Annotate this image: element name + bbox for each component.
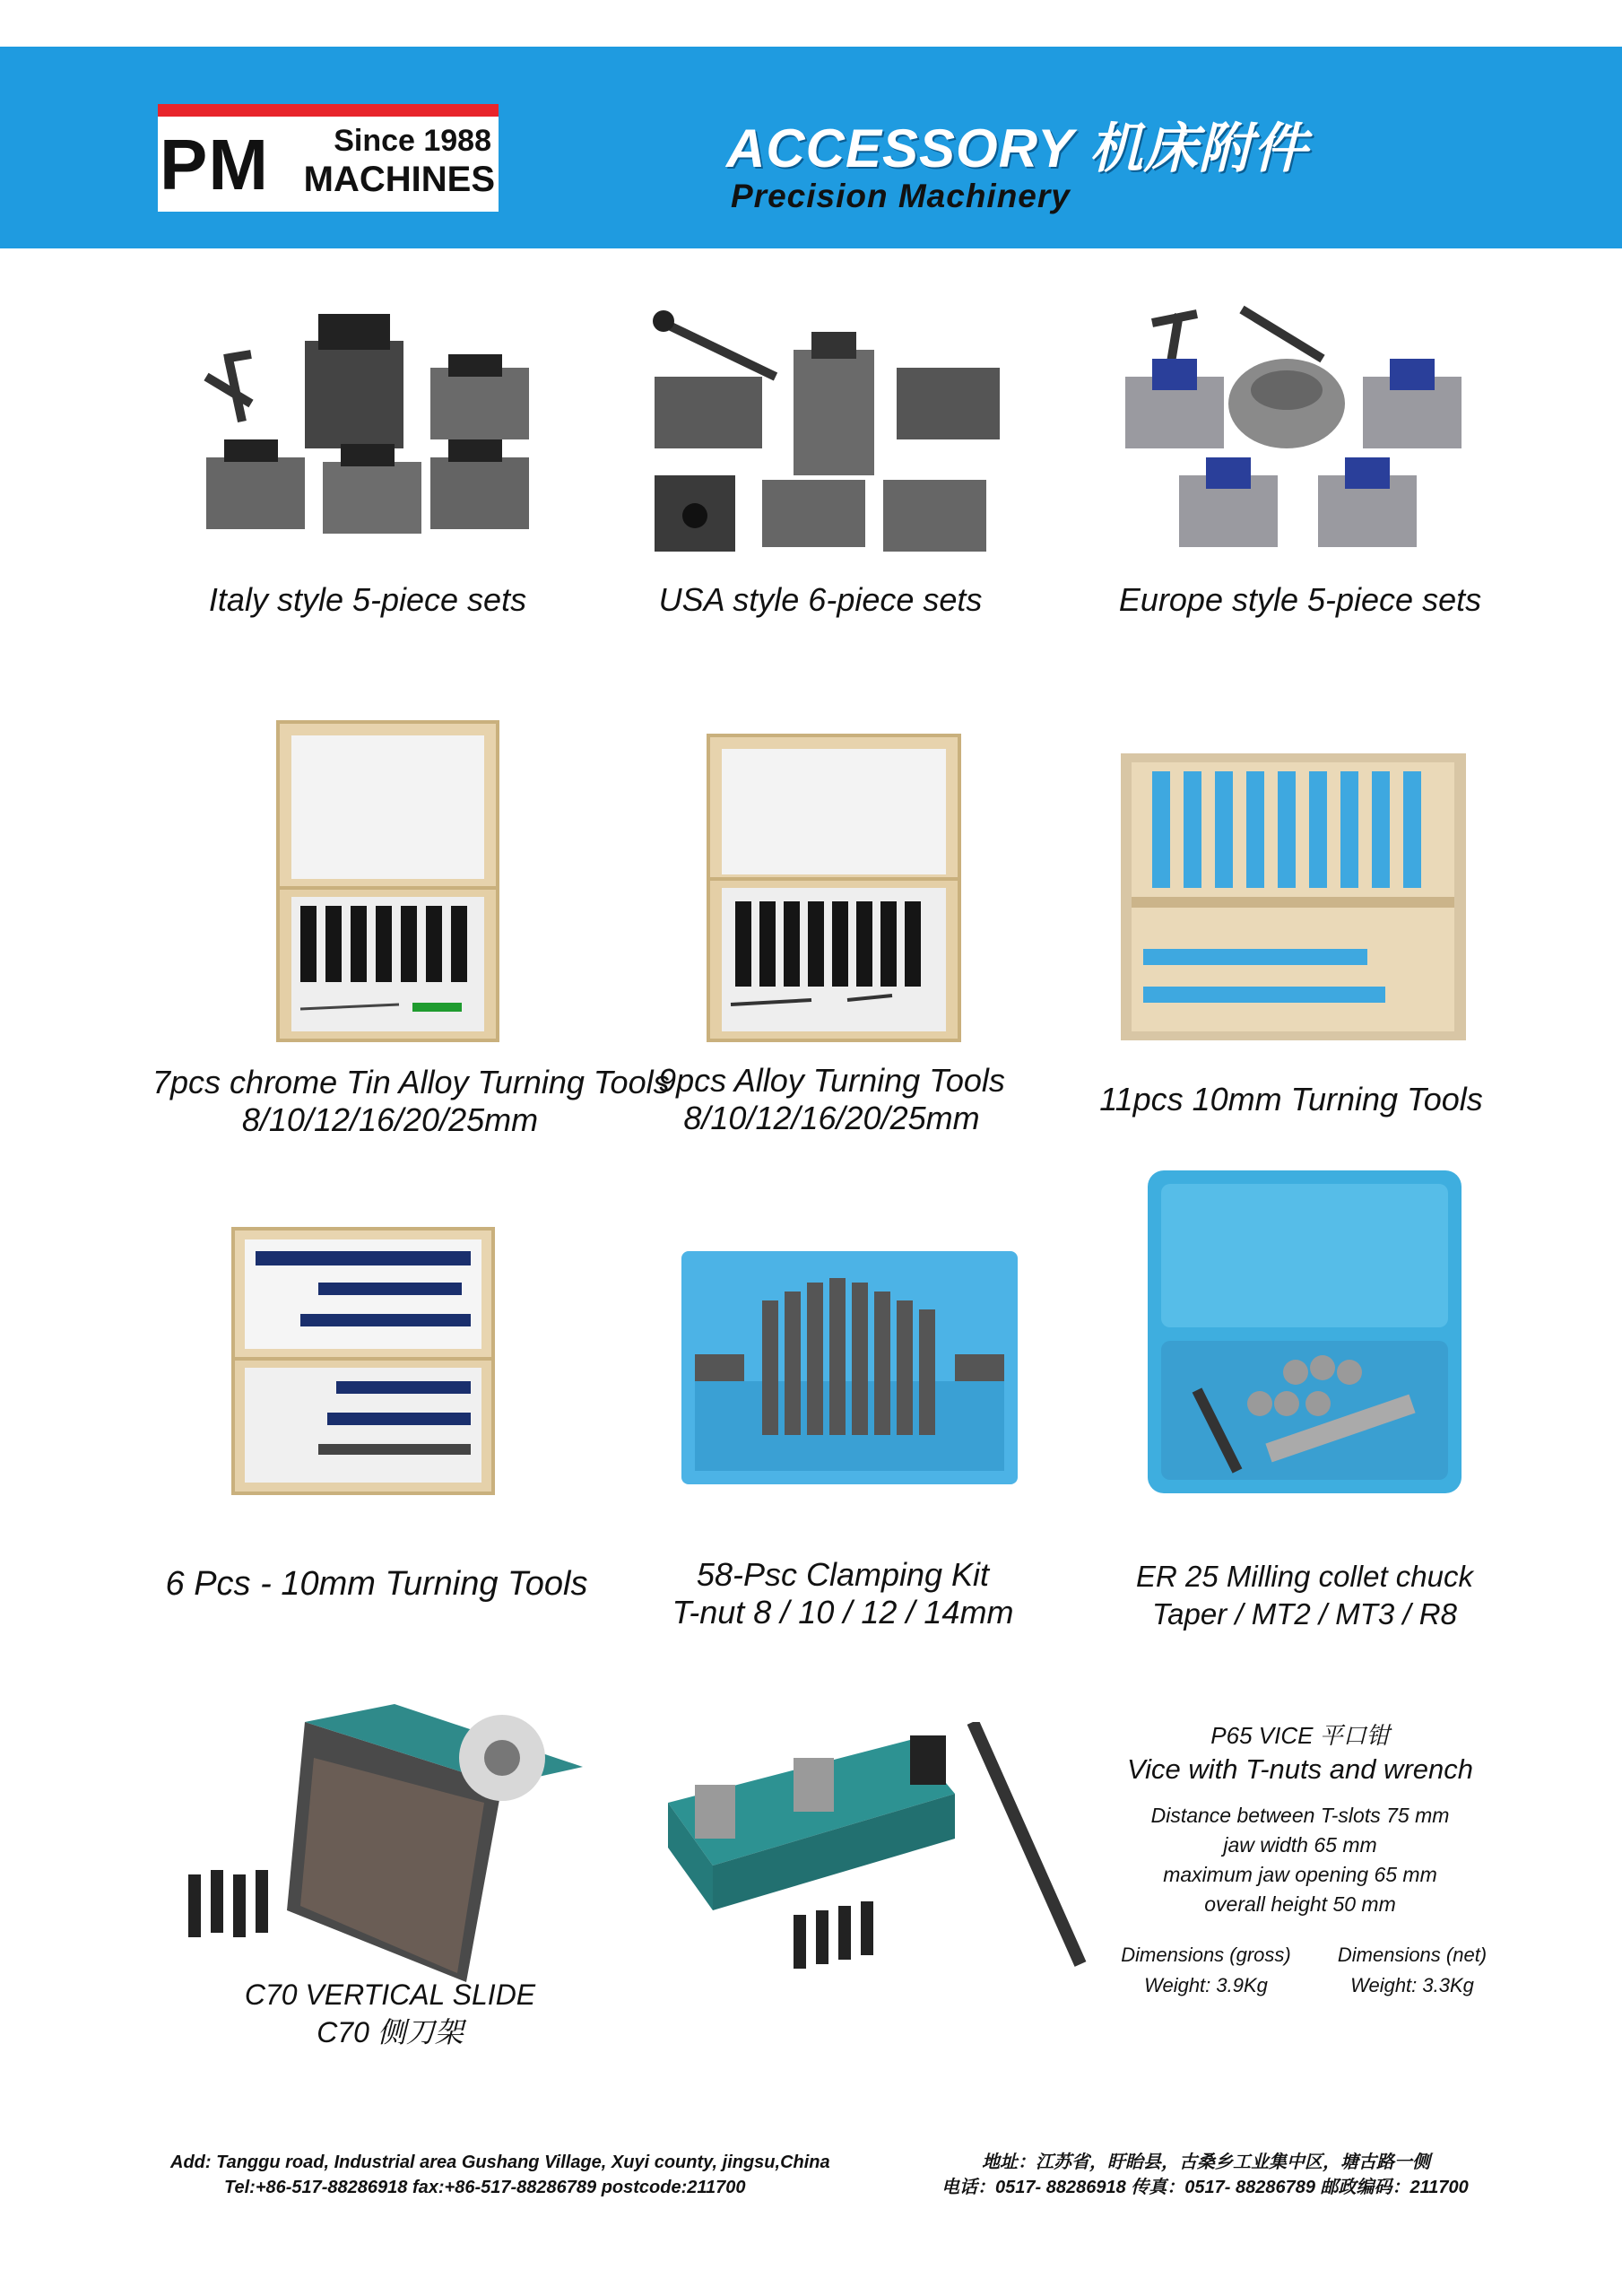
footer-contact-line: Tel:+86-517-88286918 fax:+86-517-88286789 postcode:211700 <box>224 2178 746 2197</box>
product-caption-clamping-kit: 58-Psc Clamping Kit T-nut 8 / 10 / 12 / 14mm <box>672 1556 1014 1631</box>
vice-spec-height: overall height 50 mm <box>1204 1892 1396 1916</box>
logo-red-bar <box>158 104 499 117</box>
vice-spec-jaw-width: jaw width 65 mm <box>1223 1833 1377 1857</box>
footer-address-en <box>170 2150 830 2200</box>
footer-address-cn-line: 地址：江苏省，盱眙县，古桑乡工业集中区，塘古路一侧 <box>982 2152 1430 2172</box>
six-pcs-turning-tools-photo <box>229 1220 498 1507</box>
logo-since: Since 1988 <box>334 124 491 158</box>
vice-spec-jaw-opening: maximum jaw opening 65 mm <box>1163 1863 1437 1886</box>
vice-photo <box>659 1722 1089 1982</box>
vice-net <box>1318 1940 1506 2001</box>
product-caption-alloy-tools: 9pcs Alloy Turning Tools 8/10/12/16/20/25mm <box>658 1062 1005 1136</box>
product-caption-europe: Europe style 5-piece sets <box>1118 581 1482 618</box>
vice-gross-label: Dimensions (gross) <box>1121 1944 1291 1966</box>
logo-machines: MACHINES <box>303 160 495 199</box>
product-caption-italy: Italy style 5-piece sets <box>208 581 527 618</box>
ten-mm-turning-tools-photo <box>1121 753 1466 1040</box>
product-caption-usa: USA style 6-piece sets <box>658 581 983 618</box>
header-banner <box>0 47 1622 248</box>
product-caption-vertical-slide: C70 VERTICAL SLIDE C70 侧刀架 <box>244 1979 536 2048</box>
vertical-slide-photo <box>170 1686 601 1982</box>
alloy-turning-tools-photo <box>704 731 964 1049</box>
footer-address-cn <box>941 2150 1469 2200</box>
vice-gross-weight: Weight: 3.9Kg <box>1144 1974 1268 1996</box>
footer-contact-cn-line: 电话：0517- 88286918 传真：0517- 88286789 邮政编码：211700 <box>941 2178 1469 2197</box>
footer-address-line: Add: Tanggu road, Industrial area Gushang Village, Xuyi county, jingsu,China <box>170 2152 830 2172</box>
vice-gross <box>1107 1940 1305 2001</box>
vice-model: P65 VICE 平口钳 <box>1210 1722 1390 1749</box>
page-subtitle: Precision Machinery <box>731 178 1071 214</box>
italy-toolpost-photo <box>188 305 547 547</box>
clamping-kit-photo <box>677 1247 1022 1489</box>
vice-title: Vice with T-nuts and wrench <box>1127 1753 1473 1785</box>
vice-spec-tslots: Distance between T-slots 75 mm <box>1150 1804 1450 1827</box>
usa-toolpost-photo <box>641 305 1009 561</box>
vice-specs <box>1107 1801 1493 1919</box>
company-logo <box>158 104 499 212</box>
product-caption-10mm-tools: 11pcs 10mm Turning Tools <box>1099 1081 1483 1118</box>
page-title: ACCESSORY 机床附件 <box>726 118 1308 178</box>
tin-turning-tools-photo <box>273 718 502 1054</box>
collet-chuck-photo <box>1143 1166 1466 1498</box>
vice-net-label: Dimensions (net) <box>1337 1944 1488 1966</box>
vice-net-weight: Weight: 3.3Kg <box>1350 1974 1474 1996</box>
product-caption-collet-chuck: ER 25 Milling collet chuck Taper / MT2 / MT3 / R8 <box>1136 1560 1473 1631</box>
europe-toolpost-photo <box>1116 296 1466 561</box>
product-caption-6pcs-tools: 6 Pcs - 10mm Turning Tools <box>165 1565 588 1603</box>
logo-brand: PM <box>160 125 269 204</box>
product-caption-tin-tools: 7pcs chrome Tin Alloy Turning Tools 8/10/12/16/20/25mm <box>152 1064 670 1138</box>
